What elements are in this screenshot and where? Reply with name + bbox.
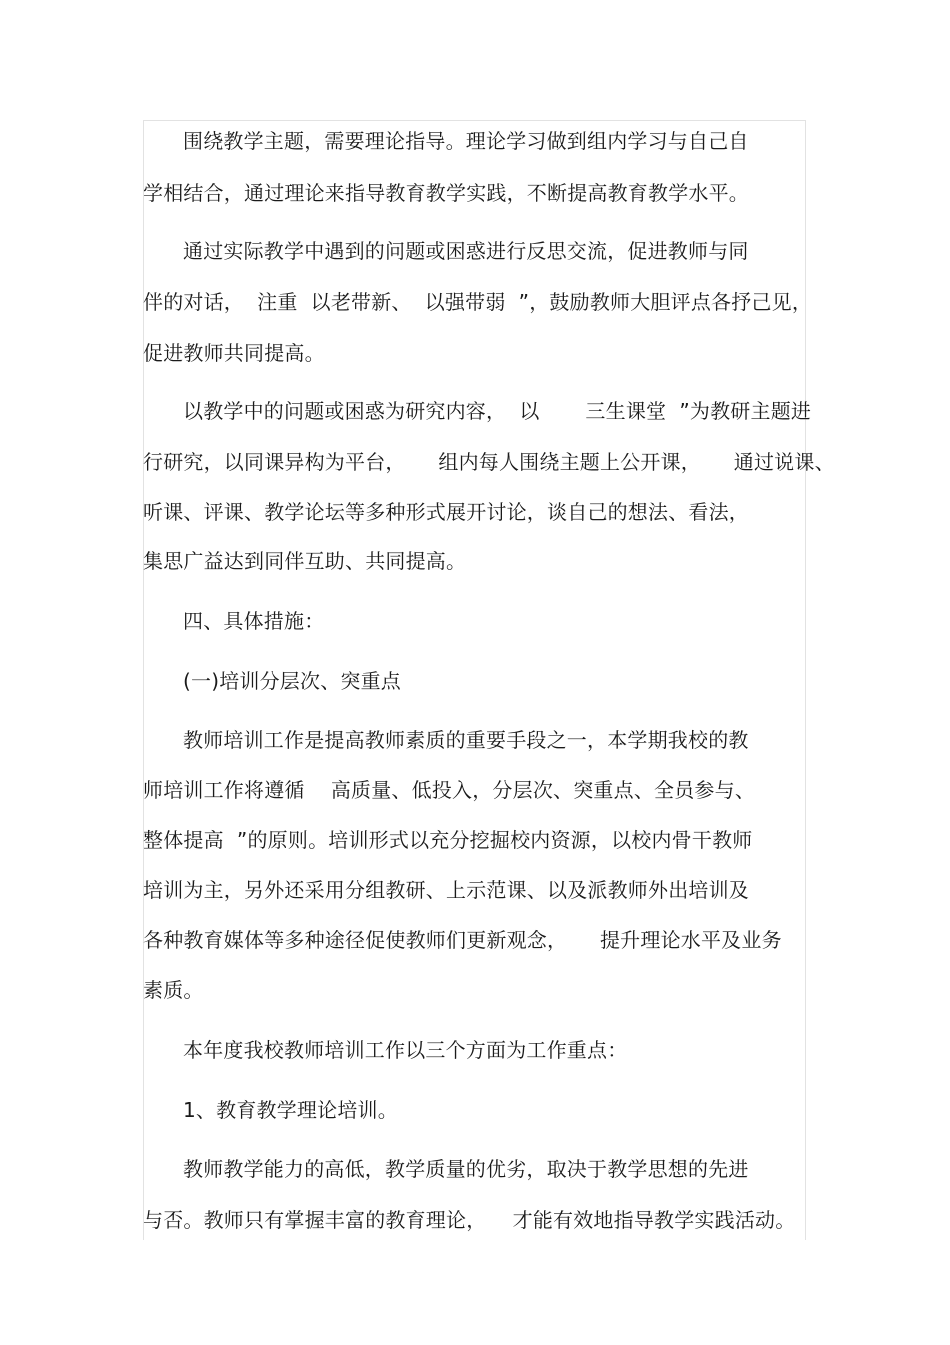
text-line: 以教学中的问题或困惑为研究内容， 以 三生课堂 ”为教研主题进: [183, 399, 812, 423]
text-line: 本年度我校教师培训工作以三个方面为工作重点：: [183, 1038, 628, 1062]
text-line: 听课、评课、教学论坛等多种形式展开讨论，谈自己的想法、看法，: [143, 500, 749, 524]
section-heading: 四、具体措施：: [183, 609, 325, 633]
text-line: 各种教育媒体等多种途径促使教师们更新观念， 提升理论水平及业务: [143, 928, 782, 952]
text-line: 行研究，以同课异构为平台， 组内每人围绕主题上公开课， 通过说课、: [143, 450, 835, 474]
text-line: 师培训工作将遵循 高质量、低投入，分层次、突重点、全员参与、: [143, 778, 756, 802]
text-line: 集思广益达到同伴互助、共同提高。: [143, 549, 467, 573]
text-line: 与否。教师只有掌握丰富的教育理论， 才能有效地指导教学实践活动。: [143, 1208, 796, 1232]
list-item-heading: 1、教育教学理论培训。: [183, 1098, 398, 1122]
text-line: 通过实际教学中遇到的问题或困惑进行反思交流，促进教师与同: [183, 239, 749, 263]
text-line: 促进教师共同提高。: [143, 341, 325, 365]
text-line: 教师培训工作是提高教师素质的重要手段之一，本学期我校的教: [183, 728, 749, 752]
text-line: 伴的对话， 注重 以老带新、 以强带弱 ”，鼓励教师大胆评点各抒己见，: [143, 290, 813, 314]
text-line: 培训为主，另外还采用分组教研、上示范课、以及派教师外出培训及: [143, 878, 749, 902]
text-line: 整体提高 ”的原则。培训形式以充分挖掘校内资源，以校内骨干教师: [143, 828, 753, 852]
text-line: 学相结合，通过理论来指导教育教学实践，不断提高教育教学水平。: [143, 181, 749, 205]
text-line: 教师教学能力的高低，教学质量的优劣，取决于教学思想的先进: [183, 1157, 749, 1181]
text-line: 素质。: [143, 978, 204, 1002]
subsection-heading: (一)培训分层次、突重点: [183, 669, 402, 693]
text-line: 围绕教学主题，需要理论指导。理论学习做到组内学习与自己自: [183, 129, 749, 153]
